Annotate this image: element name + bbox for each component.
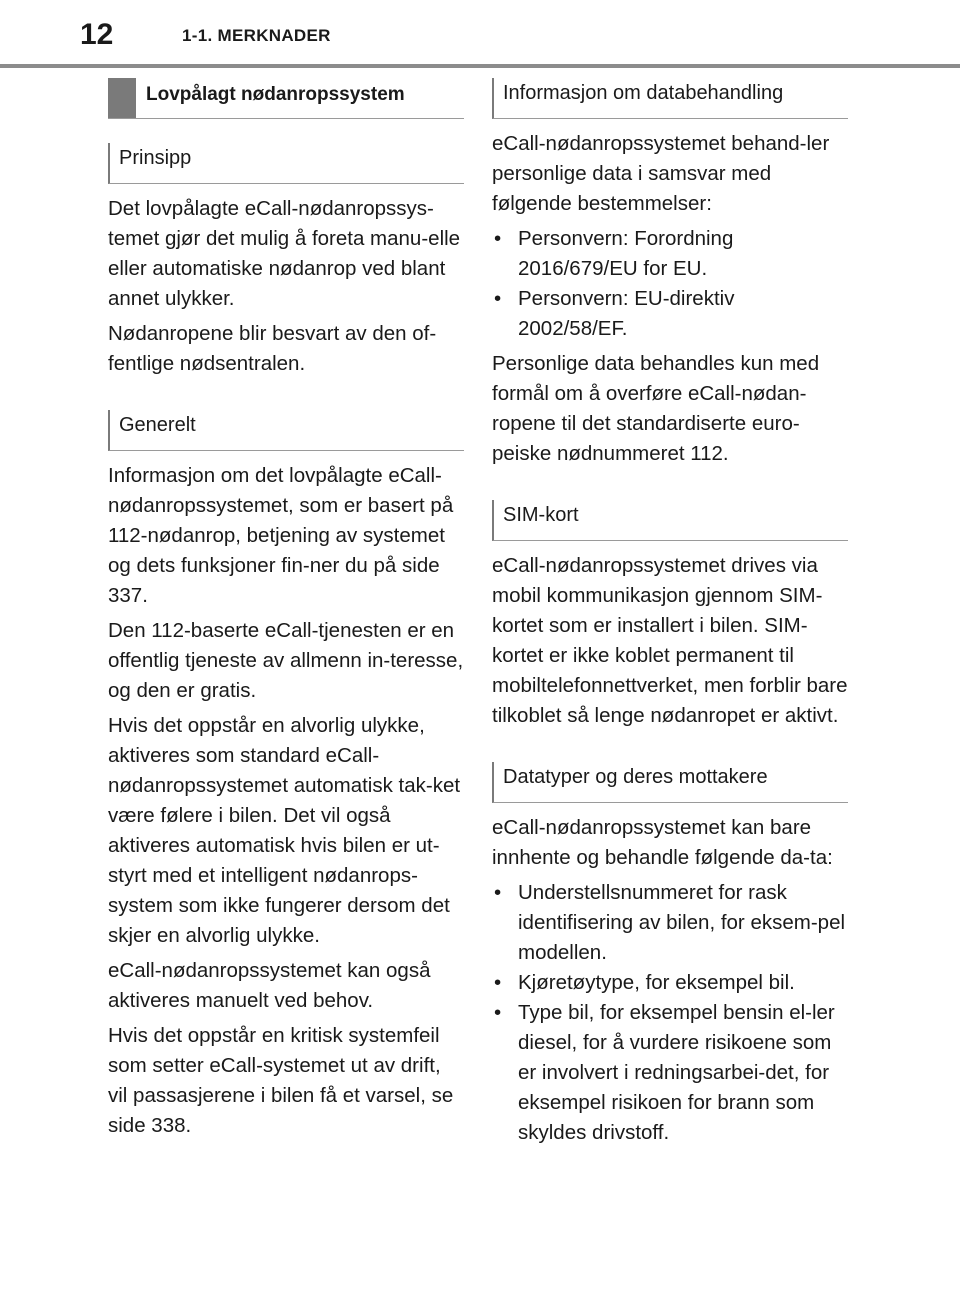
main-heading-text: Lovpålagt nødanropssystem <box>146 84 405 105</box>
header-divider <box>0 64 960 68</box>
paragraph: Personlige data behandles kun med formål om å overføre eCall-nødan-ropene til det standardiserte euro-peiske nødnummeret 112. <box>492 352 820 465</box>
paragraph: Informasjon om det lovpålagte eCall-nødanropssystemet, som er basert på 112-nødanrop, betjening av systemet og dets funksjoner fin-ner du på side 337. <box>108 464 454 607</box>
left-column <box>108 78 464 1146</box>
paragraph: eCall-nødanropssystemet drives via mobil kommunikasjon gjennom SIM-kortet som er installert i bilen. SIM-kortet er ikke koblet permanent til mobiltelefonnettverket, men forblir bare tilkoblet så lenge nødanropet er aktivt. <box>492 554 848 727</box>
section-heading-sim-kort: SIM-kort <box>492 500 848 541</box>
main-heading <box>108 78 464 119</box>
list-item: • Personvern: Forordning 2016/679/EU for EU. <box>492 224 848 284</box>
paragraph: Det lovpålagte eCall-nødanropssys-temet gjør det mulig å foreta manu-elle eller automatiske nødanrop ved blant annet ulykker. <box>108 197 461 310</box>
list-item: • Understellsnummeret for rask identifisering av bilen, for eksem-pel modellen. <box>492 878 848 968</box>
section-heading-databehandling: Informasjon om databehandling <box>492 78 848 119</box>
heading-marker <box>108 78 136 118</box>
paragraph: Nødanropene blir besvart av den of-fentlige nødsentralen. <box>108 322 437 375</box>
right-column <box>492 78 848 1153</box>
page-number: 12 <box>80 18 114 51</box>
list-item: • Personvern: EU-direktiv 2002/58/EF. <box>492 284 848 344</box>
bullet-list <box>492 878 848 1148</box>
bullet-list <box>492 224 848 344</box>
paragraph: Hvis det oppstår en alvorlig ulykke, aktiveres som standard eCall-nødanropssystemet automatisk tak-ket være følere i bilen. Det vil også aktiveres automatisk hvis bilen er ut-styrt med et intelligent nødanrops-system som ikke fungerer dersom det skjer en alvorlig ulykke. <box>108 714 461 947</box>
page-header <box>0 0 960 70</box>
section-heading-generelt: Generelt <box>108 410 464 451</box>
section-heading-datatyper: Datatyper og deres mottakere <box>492 762 848 803</box>
paragraph: eCall-nødanropssystemet kan også aktiveres manuelt ved behov. <box>108 959 431 1012</box>
paragraph: Den 112-baserte eCall-tjenesten er en offentlig tjeneste av allmenn in-teresse, og den er gratis. <box>108 619 464 702</box>
list-item: • Kjøretøytype, for eksempel bil. <box>492 968 848 998</box>
paragraph: Hvis det oppstår en kritisk systemfeil som setter eCall-systemet ut av drift, vil passasjerene i bilen få et varsel, se side 338. <box>108 1024 454 1137</box>
list-item: • Type bil, for eksempel bensin el-ler diesel, for å vurdere risikoene som er involvert i redningsarbei-det, for eksempel risikoen for brann som skyldes drivstoff. <box>492 998 848 1148</box>
chapter-title: 1-1. MERKNADER <box>182 26 331 45</box>
paragraph: eCall-nødanropssystemet kan bare innhente og behandle følgende da-ta: <box>492 816 833 869</box>
paragraph: eCall-nødanropssystemet behand-ler personlige data i samsvar med følgende bestemmelser: <box>492 132 830 215</box>
section-heading-prinsipp: Prinsipp <box>108 143 464 184</box>
